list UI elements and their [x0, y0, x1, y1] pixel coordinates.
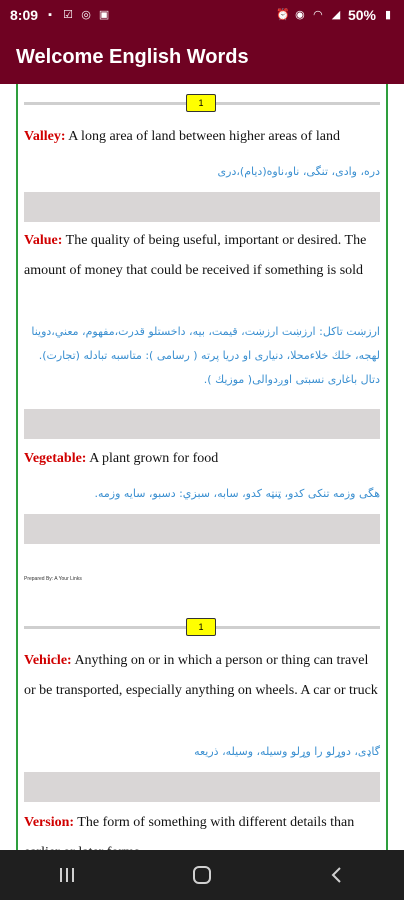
ad-placeholder	[24, 514, 380, 544]
word-translation: ارزښت تاکل: ارزښت ارزښت، قیمت، بیه، داخستلو قدرت،مفهوم، معني،دوینا لهجه، خلك خلاءمحلا، دنیاری او دریا پرته ( رسامی ): متاسبه تبادله (تجارت). دتال باغاری نسبتی اوږدوالی( موزیك ).	[31, 325, 380, 386]
word-entry-valley	[24, 122, 380, 152]
signal-icon: ◢	[331, 9, 341, 21]
alarm-icon: ⏰	[275, 9, 290, 21]
word-translation: دره، وادی، تنگی، ناو،ناوه(دیام)،دری	[217, 165, 380, 178]
status-left	[10, 7, 110, 23]
at-sign-icon: ◎	[81, 9, 91, 21]
status-bar	[0, 0, 404, 30]
recents-icon	[57, 866, 77, 884]
word-list[interactable]	[0, 84, 404, 850]
word-term: Vegetable:	[24, 451, 87, 466]
app-title: Welcome English Words	[16, 45, 249, 68]
word-translation: گاډی، دوړلو را وړلو وسیله، وسیله، ذریعه	[194, 745, 380, 758]
word-translation: هگی وزمه تنکی کدو، ټنټه کدو، سابه، سبزي: دسبو، سایه وزمه.	[94, 487, 380, 500]
hotspot-icon: ◉	[295, 9, 305, 21]
battery-icon: ▮	[384, 9, 392, 21]
recents-button[interactable]	[47, 855, 87, 895]
word-definition: The form of something with different details than	[77, 815, 355, 830]
system-nav-bar	[0, 850, 404, 900]
prepared-by: Prepared By: A Your Links	[24, 576, 82, 582]
word-term: Vehicle:	[24, 653, 72, 668]
word-definition: The quality of being useful, important or desired. The amount of money that could be received if something is sold	[24, 233, 367, 278]
battery-percent: 50%	[347, 7, 376, 23]
checkbox-icon: ☑	[63, 9, 73, 21]
status-right	[276, 7, 394, 23]
page-badge[interactable]: 1	[186, 618, 216, 636]
back-button[interactable]	[317, 855, 357, 895]
ad-placeholder	[24, 192, 380, 222]
word-definition: A plant grown for food	[89, 451, 219, 466]
word-entry-vehicle	[24, 646, 380, 706]
word-entry-value	[24, 226, 380, 286]
image-icon: ▣	[98, 9, 110, 21]
status-time: 8:09	[10, 7, 39, 23]
back-icon	[329, 865, 345, 885]
word-definition: A long area of land between higher areas of land	[68, 129, 340, 144]
word-term: Valley:	[24, 129, 66, 144]
ad-placeholder	[24, 772, 380, 802]
wifi-icon: ◠	[313, 9, 323, 21]
home-button[interactable]	[182, 855, 222, 895]
page-badge[interactable]: 1	[186, 94, 216, 112]
word-term: Value:	[24, 233, 63, 248]
word-term: Version:	[24, 815, 75, 830]
word-definition: Anything on or in which a person or thing can travel or be transported, especially anything on wheels. A car or truck	[24, 653, 378, 698]
home-icon	[191, 864, 213, 886]
app-bar	[0, 30, 404, 84]
ad-placeholder	[24, 409, 380, 439]
chat-icon: ▪	[48, 9, 52, 21]
word-entry-vegetable	[24, 444, 380, 474]
